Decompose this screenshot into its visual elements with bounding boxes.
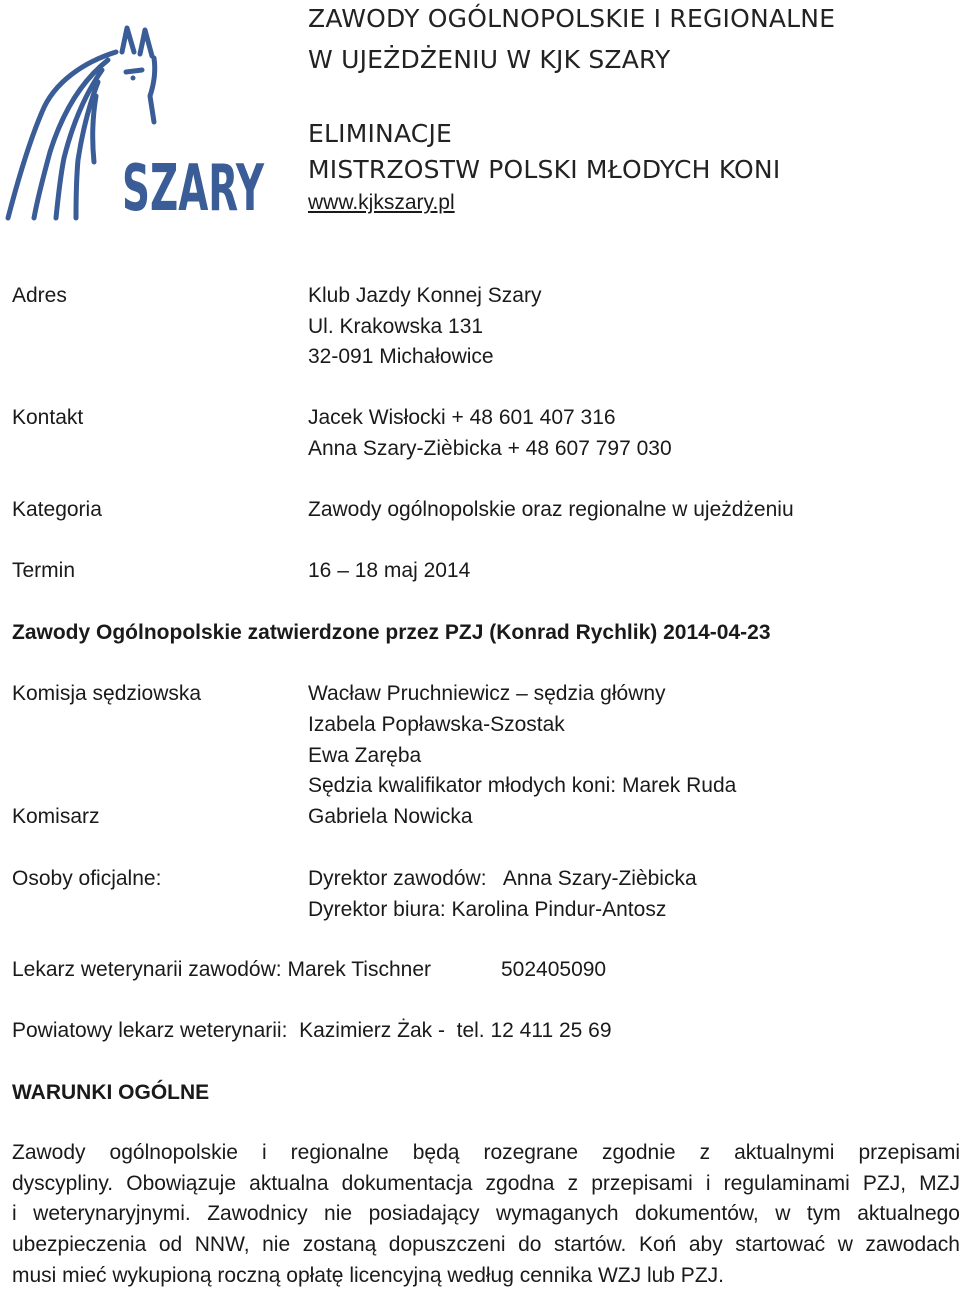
contact-label: Kontakt [12,406,84,429]
address-line: 32-091 Michałowice [308,345,494,368]
address-line: Ul. Krakowska 131 [308,315,484,338]
paragraph-line: dyscypliny. Obowiązuje aktualna dokumentacja zgodna z przepisami i regulaminami PZJ, MZJ [12,1171,960,1195]
paragraph-line: musi mieć wykupioną roczną opłatę licencyjną według cennika WZJ lub PZJ. [12,1263,724,1287]
logo-text: SZARY [122,152,265,226]
website-link[interactable]: www.kjkszary.pl [308,191,455,214]
general-heading: WARUNKI OGÓLNE [12,1081,210,1104]
jury-member: Sędzia kwalifikator młodych koni: Marek Ruda [308,774,737,797]
contact-line: Anna Szary-Zièbicka + 48 607 797 030 [308,437,672,460]
subtitle-line-2: MISTRZOSTW POLSKI MŁODYCH KONI [308,155,781,184]
steward-label: Komisarz [12,805,100,828]
address-line: Klub Jazdy Konnej Szary [308,284,542,307]
officials-label: Osoby oficjalne: [12,867,162,890]
paragraph-line: Zawody ogólnopolskie i regionalne będą rozegrane zgodnie z aktualnymi przepisami [12,1141,960,1164]
county-vet: Powiatowy lekarz weterynarii: Kazimierz Żak - tel. 12 411 25 69 [12,1019,612,1042]
term-value: 16 – 18 maj 2014 [308,559,471,582]
category-value: Zawody ogólnopolskie oraz regionalne w ujeżdżeniu [308,498,794,521]
jury-member: Izabela Popławska-Szostak [308,713,565,736]
event-vet: Lekarz weterynarii zawodów: Marek Tischner [12,958,431,981]
category-label: Kategoria [12,498,102,521]
contact-line: Jacek Wisłocki + 48 601 407 316 [308,406,616,429]
address-label: Adres [12,284,67,307]
title-line-1: ZAWODY OGÓLNOPOLSKIE I REGIONALNE [308,4,836,33]
event-vet-phone: 502405090 [501,958,607,981]
horse-head-logo-icon [4,22,266,226]
jury-member: Ewa Zaręba [308,744,422,767]
general-paragraph [12,1138,960,1292]
term-label: Termin [12,559,76,582]
official-line: Dyrektor zawodów: Anna Szary-Zièbicka [308,867,697,890]
jury-label: Komisja sędziowska [12,682,202,705]
steward-value: Gabriela Nowicka [308,805,473,828]
paragraph-line: i weterynaryjnymi. Zawodnicy nie posiadający wymaganych dokumentów, w tym aktualnego [12,1202,960,1226]
paragraph-line: ubezpieczenia od NNW, nie zostaną dopuszczeni do startów. Koń aby startować w zawodach [12,1233,960,1257]
approval-note: Zawody Ogólnopolskie zatwierdzone przez PZJ (Konrad Rychlik) 2014-04-23 [12,621,771,644]
jury-member: Wacław Pruchniewicz – sędzia główny [308,682,666,705]
title-line-2: W UJEŻDŻENIU W KJK SZARY [308,45,671,74]
subtitle-line-1: ELIMINACJE [308,119,453,148]
official-line: Dyrektor biura: Karolina Pindur-Antosz [308,898,667,921]
